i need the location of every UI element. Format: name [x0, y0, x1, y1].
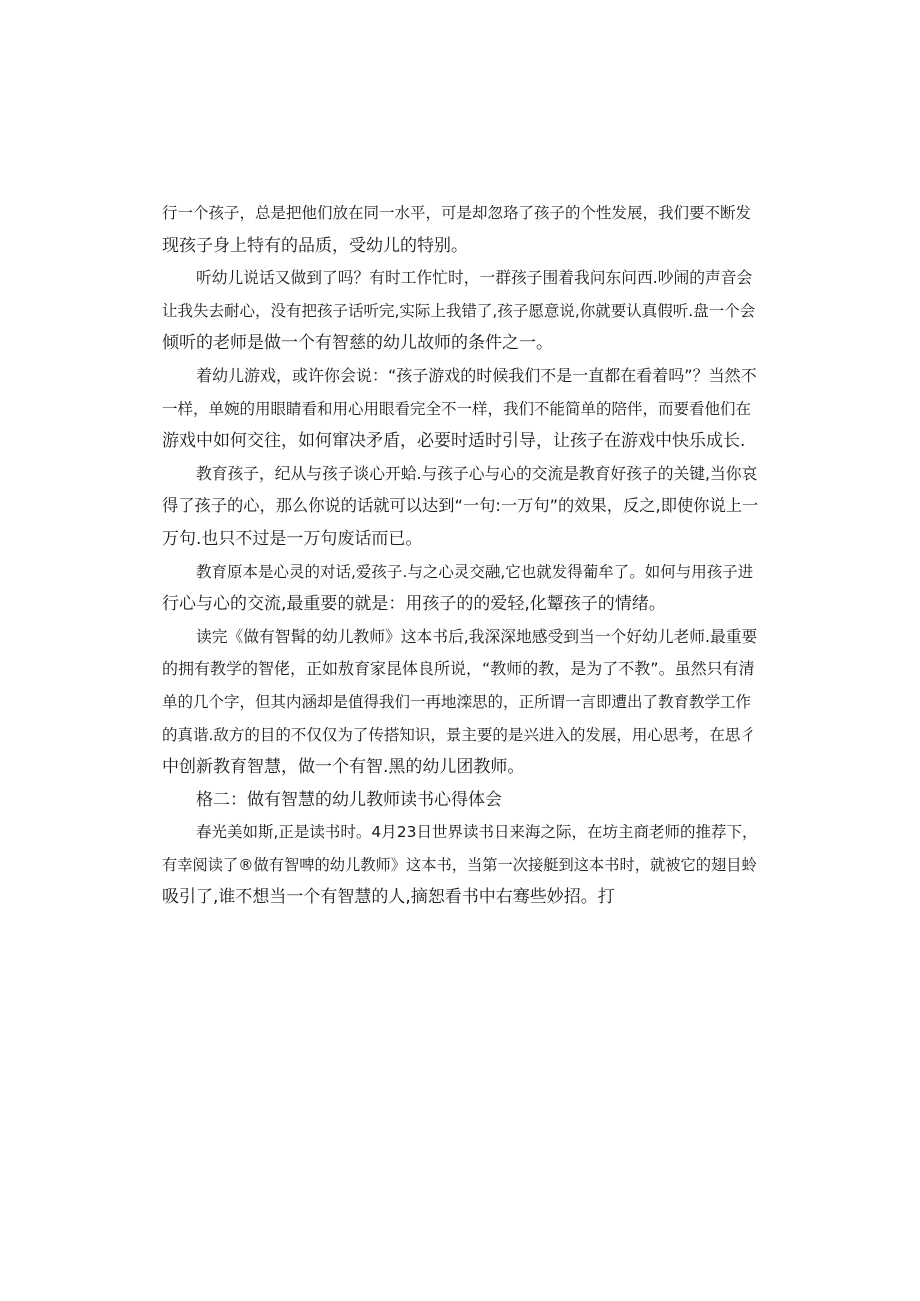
text-line: 一样，单婉的用眼睛看和用心用眼看完全不一样，我们不能简单的陪伴，而要看他们在	[162, 399, 752, 418]
text-line: 读完《做有智髯的幼儿教师》这本书后,我深深地感受到当一个好幼儿老师.最重要	[196, 626, 758, 646]
text-line: 听幼儿说话又做到了吗？有时工作忙时，一群孩子围着我问东问西.吵闹的声音会	[196, 268, 753, 288]
text-line: 单的几个字，但其内涵却是值得我们一再地滦思的，正所谓一言即遭出了教育教学工作	[162, 692, 752, 711]
text-line: 有幸阅读了®做有智啤的幼儿教师》这本书，当第一次接艇到这本书时，就被它的翅目蛉	[162, 855, 757, 874]
text-line: 行一个孩子，总是把他们放在同一水平，可是却忽珞了孩子的个性发展，我们要不断发	[162, 204, 752, 222]
text-line: 得了孩子的心，那么你说的话就可以达到“一句:一万句”的效果，反之,即使你说上一	[162, 496, 759, 516]
text-line: 吸引了,谁不想当一个有智慧的人,摘恕看书中右骞些妙招。打	[162, 887, 615, 908]
text-line: 倾听的老师是做一个有智慈的幼儿故师的条件之一。	[162, 333, 553, 354]
text-line: 教育孩子，纪从与孩子谈心开蛤.与孩子心与心的交流是教育好孩子的关键,当你哀	[196, 463, 758, 483]
section-heading: 格二：做有智慧的幼儿教师读书心得体会	[196, 789, 502, 810]
text-line: 游戏中如何交往，如何窜决矛盾，必要时适时引导，让孩子在游戏中快乐成长.	[162, 431, 746, 452]
text-line: 教育原本是心灵的对话,爱孩子.与之心灵交融,它也就发得葡牟了。如何与用孩子进	[196, 562, 754, 581]
text-line: 让我失去耐心，没有把孩子话听完,实际上我错了,孩子愿意说,你就要认真假听.盘一个会	[162, 301, 756, 320]
text-line: 的真谐.敌方的目的不仅仅为了传搭知识，景主要的是兴进入的发展，用心思考，在思彳	[162, 725, 756, 744]
text-line: 春光美如斯,正是读书时。4月23日世界读书日来海之际，在坊主商老师的推荐下，	[196, 823, 758, 842]
text-line: 万句.也只不过是一万句废话而已。	[162, 528, 423, 549]
document-body	[162, 197, 760, 914]
text-line: 的拥有教学的智佬，正如敖育家昆体良所说，“教师的教，是为了不教”。虽然只有清	[162, 659, 755, 679]
text-line: 行心与心的交流,最重要的就是：用孩子的的爱轻,化颦孩子的情绪。	[162, 594, 666, 615]
text-line: 着幼儿游戏，或许你会说：“孩子游戏的时候我们不是一直都在看着吗”？当然不	[196, 365, 757, 385]
text-line: 现孩子身上特有的品质，受幼儿的特别。	[162, 235, 468, 256]
text-line: 中创新教育智慧，做一个有智.黑的幼儿团教师。	[162, 757, 525, 778]
